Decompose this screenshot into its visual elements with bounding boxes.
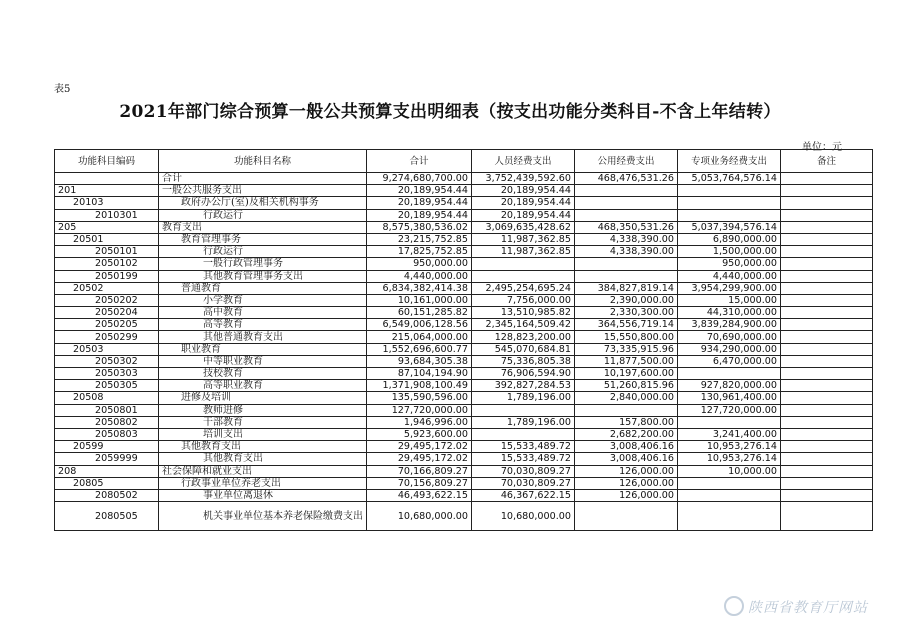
table-row <box>55 465 873 477</box>
row-name: 事业单位离退休 <box>159 489 367 501</box>
row-public: 51,260,815.96 <box>575 380 678 392</box>
row-public: 10,197,600.00 <box>575 368 678 380</box>
row-name: 合计 <box>159 173 367 185</box>
row-name: 其他教育支出 <box>159 441 367 453</box>
row-project: 3,954,299,900.00 <box>678 282 781 294</box>
table-row <box>55 453 873 465</box>
row-code: 2050205 <box>55 319 159 331</box>
row-name: 职业教育 <box>159 343 367 355</box>
row-public <box>575 404 678 416</box>
row-total: 8,575,380,536.02 <box>367 221 472 233</box>
table-row <box>55 428 873 440</box>
row-name: 行政运行 <box>159 209 367 221</box>
row-total: 20,189,954.44 <box>367 209 472 221</box>
row-name: 一般行政管理事务 <box>159 258 367 270</box>
table-row <box>55 489 873 501</box>
row-project: 10,953,276.14 <box>678 441 781 453</box>
row-project: 70,690,000.00 <box>678 331 781 343</box>
row-code: 2050303 <box>55 368 159 380</box>
header-code: 功能科目编码 <box>55 150 159 173</box>
row-project: 950,000.00 <box>678 258 781 270</box>
header-public: 公用经费支出 <box>575 150 678 173</box>
row-total: 1,946,996.00 <box>367 416 472 428</box>
row-personnel: 15,533,489.72 <box>472 453 575 465</box>
row-note <box>781 428 873 440</box>
row-public: 4,338,390.00 <box>575 246 678 258</box>
row-code: 2050801 <box>55 404 159 416</box>
table-row <box>55 380 873 392</box>
table-row <box>55 343 873 355</box>
row-note <box>781 173 873 185</box>
row-personnel: 2,495,254,695.24 <box>472 282 575 294</box>
row-public: 126,000.00 <box>575 477 678 489</box>
table-row <box>55 221 873 233</box>
row-total: 46,493,622.15 <box>367 489 472 501</box>
row-personnel: 75,336,805.38 <box>472 355 575 367</box>
row-public <box>575 197 678 209</box>
table-row <box>55 441 873 453</box>
table-row <box>55 404 873 416</box>
row-total: 93,684,305.38 <box>367 355 472 367</box>
row-code: 2080505 <box>55 502 159 531</box>
header-total: 合计 <box>367 150 472 173</box>
row-project: 927,820,000.00 <box>678 380 781 392</box>
row-total: 6,834,382,414.38 <box>367 282 472 294</box>
row-total: 20,189,954.44 <box>367 197 472 209</box>
row-note <box>781 441 873 453</box>
row-code: 208 <box>55 465 159 477</box>
row-total: 29,495,172.02 <box>367 453 472 465</box>
row-note <box>781 416 873 428</box>
row-project: 130,961,400.00 <box>678 392 781 404</box>
row-note <box>781 453 873 465</box>
row-note <box>781 502 873 531</box>
row-note <box>781 404 873 416</box>
row-total: 29,495,172.02 <box>367 441 472 453</box>
table-row <box>55 502 873 531</box>
row-note <box>781 307 873 319</box>
row-total: 70,156,809.27 <box>367 477 472 489</box>
row-code: 2010301 <box>55 209 159 221</box>
row-note <box>781 477 873 489</box>
row-personnel: 20,189,954.44 <box>472 209 575 221</box>
row-public: 15,550,800.00 <box>575 331 678 343</box>
row-total: 1,371,908,100.49 <box>367 380 472 392</box>
row-public: 3,008,406.16 <box>575 441 678 453</box>
row-name: 机关事业单位基本养老保险缴费支出 <box>159 502 367 531</box>
row-code: 2050102 <box>55 258 159 270</box>
row-note <box>781 282 873 294</box>
row-name: 小学教育 <box>159 294 367 306</box>
row-total: 87,104,194.90 <box>367 368 472 380</box>
table-row <box>55 246 873 258</box>
row-personnel: 11,987,362.85 <box>472 246 575 258</box>
row-public: 2,390,000.00 <box>575 294 678 306</box>
row-personnel: 3,752,439,592.60 <box>472 173 575 185</box>
row-code: 2050302 <box>55 355 159 367</box>
row-code: 201 <box>55 185 159 197</box>
row-note <box>781 185 873 197</box>
row-note <box>781 221 873 233</box>
header-note: 备注 <box>781 150 873 173</box>
row-code: 2050199 <box>55 270 159 282</box>
row-total: 950,000.00 <box>367 258 472 270</box>
row-project: 10,000.00 <box>678 465 781 477</box>
row-note <box>781 258 873 270</box>
row-personnel: 392,827,284.53 <box>472 380 575 392</box>
row-note <box>781 368 873 380</box>
table-row <box>55 294 873 306</box>
row-public: 364,556,719.14 <box>575 319 678 331</box>
row-personnel: 15,533,489.72 <box>472 441 575 453</box>
table-row <box>55 307 873 319</box>
row-note <box>781 233 873 245</box>
row-code: 2059999 <box>55 453 159 465</box>
row-name: 高等职业教育 <box>159 380 367 392</box>
table-row <box>55 477 873 489</box>
row-project <box>678 209 781 221</box>
row-name: 其他教育支出 <box>159 453 367 465</box>
row-code: 20103 <box>55 197 159 209</box>
row-public: 3,008,406.16 <box>575 453 678 465</box>
row-note <box>781 319 873 331</box>
row-project: 6,890,000.00 <box>678 233 781 245</box>
row-note <box>781 392 873 404</box>
row-code: 2050803 <box>55 428 159 440</box>
watermark <box>724 596 868 617</box>
row-project: 10,953,276.14 <box>678 453 781 465</box>
row-public: 468,476,531.26 <box>575 173 678 185</box>
row-name: 高等教育 <box>159 319 367 331</box>
row-total: 1,552,696,600.77 <box>367 343 472 355</box>
row-public <box>575 502 678 531</box>
row-personnel: 20,189,954.44 <box>472 185 575 197</box>
row-total: 10,161,000.00 <box>367 294 472 306</box>
row-name: 教育支出 <box>159 221 367 233</box>
table-row <box>55 173 873 185</box>
row-public: 4,338,390.00 <box>575 233 678 245</box>
unit-label: 单位：元 <box>802 142 842 153</box>
row-project <box>678 489 781 501</box>
row-code: 20501 <box>55 233 159 245</box>
row-code: 20508 <box>55 392 159 404</box>
row-project: 1,500,000.00 <box>678 246 781 258</box>
row-public <box>575 185 678 197</box>
row-personnel: 13,510,985.82 <box>472 307 575 319</box>
row-name: 其他教育管理事务支出 <box>159 270 367 282</box>
row-personnel: 2,345,164,509.42 <box>472 319 575 331</box>
row-code: 20502 <box>55 282 159 294</box>
header-project: 专项业务经费支出 <box>678 150 781 173</box>
row-name: 其他普通教育支出 <box>159 331 367 343</box>
row-project <box>678 197 781 209</box>
row-code: 2080502 <box>55 489 159 501</box>
row-name: 技校教育 <box>159 368 367 380</box>
row-personnel: 10,680,000.00 <box>472 502 575 531</box>
table-row <box>55 282 873 294</box>
row-total: 9,274,680,700.00 <box>367 173 472 185</box>
row-note <box>781 294 873 306</box>
page-title: 2021年部门综合预算一般公共预算支出明细表（按支出功能分类科目-不含上年结转） <box>119 102 781 122</box>
row-name: 普通教育 <box>159 282 367 294</box>
row-personnel: 7,756,000.00 <box>472 294 575 306</box>
row-note <box>781 355 873 367</box>
row-name: 行政事业单位养老支出 <box>159 477 367 489</box>
row-note <box>781 209 873 221</box>
table-row <box>55 368 873 380</box>
row-public: 2,682,200.00 <box>575 428 678 440</box>
row-note <box>781 380 873 392</box>
row-public: 157,800.00 <box>575 416 678 428</box>
table-row <box>55 331 873 343</box>
row-name: 进修及培训 <box>159 392 367 404</box>
table-row <box>55 233 873 245</box>
row-total: 215,064,000.00 <box>367 331 472 343</box>
row-code: 2050299 <box>55 331 159 343</box>
row-name: 一般公共服务支出 <box>159 185 367 197</box>
row-project: 6,470,000.00 <box>678 355 781 367</box>
header-personnel: 人员经费支出 <box>472 150 575 173</box>
table-row <box>55 197 873 209</box>
row-public <box>575 258 678 270</box>
row-personnel: 1,789,196.00 <box>472 416 575 428</box>
row-total: 60,151,285.82 <box>367 307 472 319</box>
row-project: 4,440,000.00 <box>678 270 781 282</box>
row-name: 教育管理事务 <box>159 233 367 245</box>
row-code: 20503 <box>55 343 159 355</box>
row-public <box>575 209 678 221</box>
row-personnel: 20,189,954.44 <box>472 197 575 209</box>
row-personnel: 11,987,362.85 <box>472 233 575 245</box>
row-total: 10,680,000.00 <box>367 502 472 531</box>
row-project <box>678 368 781 380</box>
row-total: 127,720,000.00 <box>367 404 472 416</box>
row-total: 17,825,752.85 <box>367 246 472 258</box>
row-project: 15,000.00 <box>678 294 781 306</box>
row-project: 5,037,394,576.14 <box>678 221 781 233</box>
form-number: 表5 <box>54 84 71 95</box>
row-public: 2,840,000.00 <box>575 392 678 404</box>
row-personnel: 70,030,809.27 <box>472 477 575 489</box>
row-public: 2,330,300.00 <box>575 307 678 319</box>
row-personnel: 3,069,635,428.62 <box>472 221 575 233</box>
row-note <box>781 270 873 282</box>
table-row <box>55 209 873 221</box>
row-personnel: 70,030,809.27 <box>472 465 575 477</box>
budget-table <box>54 149 873 531</box>
row-note <box>781 197 873 209</box>
row-public: 126,000.00 <box>575 489 678 501</box>
row-code: 20805 <box>55 477 159 489</box>
row-personnel: 1,789,196.00 <box>472 392 575 404</box>
row-public: 126,000.00 <box>575 465 678 477</box>
row-note <box>781 465 873 477</box>
row-project: 3,241,400.00 <box>678 428 781 440</box>
row-code: 205 <box>55 221 159 233</box>
watermark-text: 陕西省教育厅网站 <box>748 600 868 616</box>
row-code: 2050202 <box>55 294 159 306</box>
row-name: 培训支出 <box>159 428 367 440</box>
row-personnel <box>472 270 575 282</box>
row-code: 2050204 <box>55 307 159 319</box>
row-name: 干部教育 <box>159 416 367 428</box>
row-project: 5,053,764,576.14 <box>678 173 781 185</box>
table-header-row <box>55 150 873 173</box>
row-name: 政府办公厅(室)及相关机构事务 <box>159 197 367 209</box>
row-note <box>781 331 873 343</box>
row-code <box>55 173 159 185</box>
table-row <box>55 355 873 367</box>
row-personnel: 76,906,594.90 <box>472 368 575 380</box>
row-project <box>678 477 781 489</box>
row-name: 社会保障和就业支出 <box>159 465 367 477</box>
row-personnel <box>472 258 575 270</box>
row-code: 2050802 <box>55 416 159 428</box>
row-public <box>575 270 678 282</box>
row-public: 468,350,531.26 <box>575 221 678 233</box>
row-personnel <box>472 404 575 416</box>
row-total: 6,549,006,128.56 <box>367 319 472 331</box>
row-project: 3,839,284,900.00 <box>678 319 781 331</box>
row-total: 20,189,954.44 <box>367 185 472 197</box>
row-total: 135,590,596.00 <box>367 392 472 404</box>
row-note <box>781 343 873 355</box>
table-row <box>55 270 873 282</box>
row-project: 127,720,000.00 <box>678 404 781 416</box>
header-name: 功能科目名称 <box>159 150 367 173</box>
row-code: 20599 <box>55 441 159 453</box>
row-total: 23,215,752.85 <box>367 233 472 245</box>
row-name: 教师进修 <box>159 404 367 416</box>
table-row <box>55 185 873 197</box>
table-row <box>55 319 873 331</box>
row-total: 4,440,000.00 <box>367 270 472 282</box>
row-personnel <box>472 428 575 440</box>
emblem-icon <box>724 596 744 616</box>
row-project: 44,310,000.00 <box>678 307 781 319</box>
row-personnel: 46,367,622.15 <box>472 489 575 501</box>
row-total: 70,166,809.27 <box>367 465 472 477</box>
row-project <box>678 416 781 428</box>
row-name: 中等职业教育 <box>159 355 367 367</box>
row-name: 高中教育 <box>159 307 367 319</box>
row-personnel: 545,070,684.81 <box>472 343 575 355</box>
row-name: 行政运行 <box>159 246 367 258</box>
row-project: 934,290,000.00 <box>678 343 781 355</box>
table-row <box>55 258 873 270</box>
row-project <box>678 502 781 531</box>
row-personnel: 128,823,200.00 <box>472 331 575 343</box>
row-note <box>781 246 873 258</box>
row-public: 73,335,915.96 <box>575 343 678 355</box>
table-row <box>55 416 873 428</box>
table-row <box>55 392 873 404</box>
row-total: 5,923,600.00 <box>367 428 472 440</box>
row-project <box>678 185 781 197</box>
row-note <box>781 489 873 501</box>
row-code: 2050101 <box>55 246 159 258</box>
row-code: 2050305 <box>55 380 159 392</box>
row-public: 384,827,819.14 <box>575 282 678 294</box>
row-public: 11,877,500.00 <box>575 355 678 367</box>
